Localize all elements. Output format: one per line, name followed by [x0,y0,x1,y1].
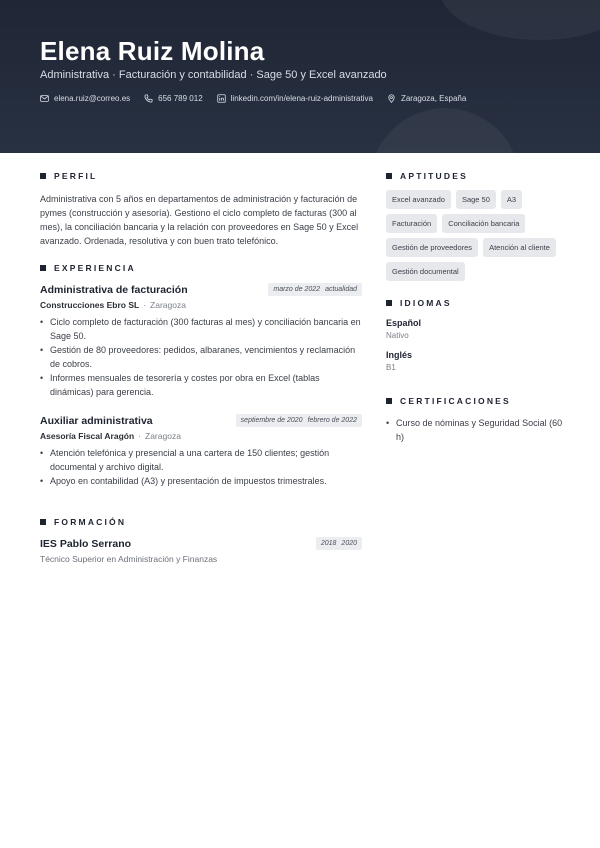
header-banner [0,0,600,153]
contact-location-text: Zaragoza, España [400,94,467,103]
skill-chip: Sage 50 [456,190,496,209]
section-title-languages: IDIOMAS [400,298,452,308]
contact-linkedin-text: linkedin.com/in/elena-ruiz-administrativa [230,94,373,103]
contact-email-text: elena.ruiz@correo.es [54,94,131,103]
date-end: 2020 [341,540,357,547]
section-title-profile: PERFIL [54,171,98,181]
bullet-item: • Ciclo completo de facturación (300 facturas al mes) y conciliación bancaria en Sage 50. [40,315,362,343]
skill-chip: Gestión de proveedores [386,238,478,257]
skill-chip: Excel avanzado [386,190,451,209]
date-end: actualidad [325,286,357,293]
date-start: septiembre de 2020 [240,417,303,424]
bullet-item: • Apoyo en contabilidad (A3) y presentación de impuestos trimestrales. [40,474,362,488]
bullet-item: • Informes mensuales de tesorería y costes por obra en Excel (tablas dinámicas) para gerencia. [40,371,362,399]
section-certifications [386,396,511,406]
company-name: Asesoría Fiscal Aragón [40,431,135,441]
company-name: Construcciones Ebro SL [40,300,140,310]
date-badge [268,283,362,296]
job-company: Asesoría Fiscal Aragón · Zaragoza [40,431,181,441]
bullet-item: • Atención telefónica y presencial a una cartera de 150 clientes; gestión documental y archivo digital. [40,446,362,474]
section-experience [40,263,136,273]
contact-linkedin[interactable] [217,94,373,103]
language-entry [386,318,421,340]
skills-list [386,190,561,286]
degree-name: Técnico Superior en Administración y Finanzas [40,554,218,564]
section-education [40,517,126,527]
job-entry [40,283,362,399]
job-title: Auxiliar administrativa [40,414,153,427]
language-name: Español [386,318,422,328]
bullet-item: • Gestión de 80 proveedores: pedidos, albaranes, vencimientos y reclamación de cobros. [40,343,362,371]
skill-chip: Conciliación bancaria [442,214,525,233]
section-languages [386,298,452,308]
date-end: febrero de 2022 [307,417,357,424]
skill-chip: Facturación [386,214,437,233]
school-name: IES Pablo Serrano [40,537,132,550]
section-title-education: FORMACIÓN [54,517,127,527]
section-marker [40,519,46,525]
section-title-skills: APTITUDES [400,171,468,181]
date-badge [316,537,362,550]
job-bullets [40,315,362,399]
section-marker [40,173,46,179]
contact-location [387,94,466,103]
job-bullets [40,446,362,488]
section-title-experience: EXPERIENCIA [54,263,136,273]
language-entry [386,350,412,372]
date-start: marzo de 2022 [273,286,321,293]
section-marker [386,173,392,179]
section-profile [40,171,97,181]
mail-icon [40,94,49,103]
education-entry [40,537,362,564]
contact-email[interactable] [40,94,130,103]
contact-bar [40,94,480,103]
certification-item: • Curso de nóminas y Seguridad Social (60 h) [386,416,566,444]
section-marker [40,265,46,271]
skill-chip: Atención al cliente [483,238,556,257]
profile-summary: Administrativa con 5 años en departamentos de administración y facturación de pymes (construcción y asesoría). Gestiono el ciclo completo de facturas (300 al mes), la conciliación bancaria y la relación con proveedores en Sage 50 y Excel avanzado. Ordenada, resolutiva y con buen trato telefónico. [40,194,359,246]
job-company: Construcciones Ebro SL · Zaragoza [40,300,186,310]
skill-chip: A3 [501,190,522,209]
section-marker [386,398,392,404]
job-title: Administrativa de facturación [40,283,188,296]
contact-phone[interactable] [144,94,203,103]
section-skills [386,171,468,181]
date-badge [236,414,362,427]
contact-phone-text: 656 789 012 [158,94,203,103]
location-icon [387,94,396,103]
language-level: Nativo [386,331,409,340]
section-title-certifications: CERTIFICACIONES [400,396,511,406]
skill-chip: Gestión documental [386,262,465,281]
certifications-list [386,416,566,444]
candidate-name: Elena Ruiz Molina [40,36,265,66]
section-marker [386,300,392,306]
language-name: Inglés [386,350,413,360]
company-location: Zaragoza [145,431,181,441]
candidate-tagline: Administrativa · Facturación y contabilidad · Sage 50 y Excel avanzado [40,69,387,81]
company-location: Zaragoza [150,300,186,310]
job-entry [40,414,362,488]
phone-icon [144,94,153,103]
linkedin-icon [217,94,226,103]
decorative-circle [440,0,600,40]
language-level: B1 [386,363,396,372]
decorative-circle [370,108,520,153]
date-start: 2018 [320,540,337,547]
